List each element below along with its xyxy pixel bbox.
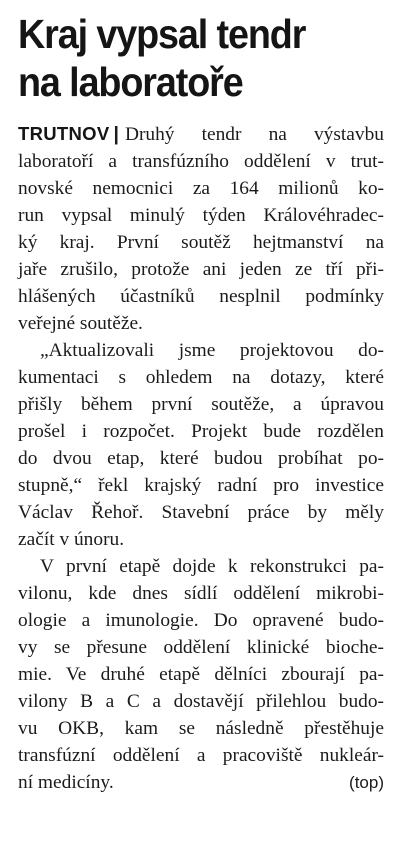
paragraph-line: vy se přesune oddělení klinické bioche- (18, 637, 384, 658)
paragraph-line: V první etapě dojde k rekonstrukci pa- (40, 556, 384, 577)
paragraph-2 (18, 337, 384, 553)
paragraph-line: prošel i rozpočet. Projekt bude rozdělen (18, 421, 384, 442)
paragraph-line: vilony B a C a dostavějí přilehlou budo- (18, 691, 384, 712)
paragraph-line: ologie a imunologie. Do opravené budo- (18, 610, 384, 631)
paragraph-line: hlášených účastníků nesplnil podmínky (18, 286, 384, 307)
paragraph-line (18, 769, 384, 796)
paragraph-line: novské nemocnici za 164 milionů ko- (18, 178, 384, 199)
headline-line: na laboratoře (18, 59, 243, 105)
author-signature: (top) (349, 773, 384, 792)
paragraph-line: run vypsal minulý týden Královéhradec- (18, 205, 384, 226)
paragraph-line: jaře zrušilo, protože ani jeden ze tří při- (18, 259, 384, 280)
paragraph-line: přišly během první soutěže, a úpravou (18, 394, 384, 415)
dateline: TRUTNOV (18, 123, 110, 144)
paragraph-line: transfúzní oddělení a pracoviště nukleár- (18, 745, 384, 766)
paragraph-line: „Aktualizovali jsme projektovou do- (40, 340, 384, 361)
dateline-separator: | (113, 123, 119, 145)
article-body (18, 120, 384, 796)
article-headline (18, 10, 355, 106)
paragraph-line: stupně,“ řekl krajský radní pro investice (18, 475, 384, 496)
paragraph-line: mie. Ve druhé etapě dělníci zbourají pa- (18, 664, 384, 685)
paragraph-1 (18, 120, 384, 337)
paragraph-line: laboratoří a transfúzního oddělení v trut- (18, 151, 384, 172)
paragraph-line: kumentaci s ohledem na dotazy, které (18, 367, 384, 388)
headline-line: Kraj vypsal tendr (18, 11, 306, 57)
paragraph-line: Václav Řehoř. Stavební práce by měly (18, 502, 384, 523)
news-article (18, 10, 384, 796)
paragraph-line: vu OKB, kam se následně přestěhuje (18, 718, 384, 739)
paragraph-text: Druhý tendr na výstavbu (124, 124, 384, 145)
paragraph-line: vilonu, kde dnes sídlí oddělení mikrobi- (18, 583, 384, 604)
paragraph-line: veřejné soutěže. (18, 313, 143, 334)
paragraph-3 (18, 553, 384, 796)
paragraph-line: do dvou etap, které budou probíhat po- (18, 448, 384, 469)
paragraph-line: začít v únoru. (18, 529, 125, 550)
paragraph-line (18, 120, 384, 148)
paragraph-text: ní medicíny. (18, 772, 114, 793)
paragraph-line: ký kraj. První soutěž hejtmanství na (18, 232, 384, 253)
